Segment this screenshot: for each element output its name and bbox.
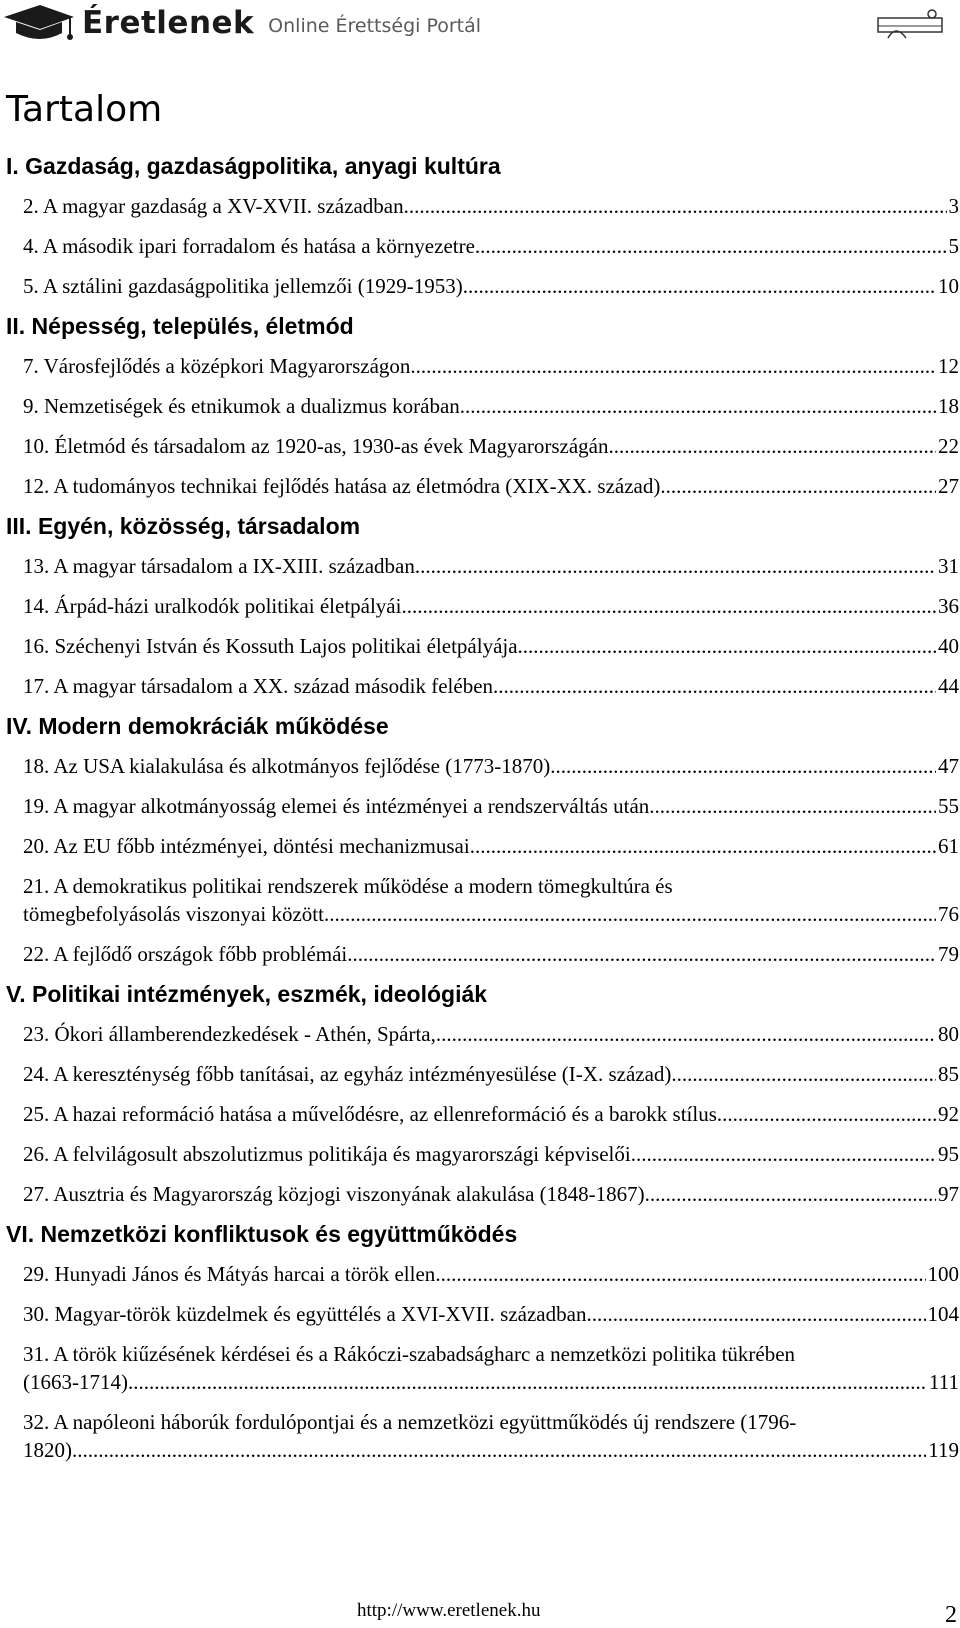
toc-leader-dots <box>645 1180 936 1208</box>
toc-page-number: 80 <box>938 1022 959 1046</box>
selfan-logo-icon <box>876 4 946 44</box>
toc-leader-dots <box>470 832 936 860</box>
toc-leader-dots <box>475 232 947 260</box>
toc-entry[interactable] <box>23 1436 959 1464</box>
toc-entry-text-line1[interactable]: 31. A török kiűzésének kérdései és a Rákóczi-szabadságharc a nemzetközi politika tükrében <box>23 1342 796 1366</box>
toc-entry[interactable] <box>23 192 959 220</box>
toc-leader-dots <box>493 672 936 700</box>
toc-leader-dots <box>72 1436 926 1464</box>
toc-entry-text: 1820) <box>23 1438 72 1462</box>
toc-entry-text: (1663-1714) <box>23 1370 128 1394</box>
toc-page-number: 92 <box>938 1102 959 1126</box>
toc-page-number: 119 <box>928 1438 959 1462</box>
toc-page-number: 44 <box>938 674 959 698</box>
toc-leader-dots <box>436 1020 936 1048</box>
toc-page-number: 31 <box>938 554 959 578</box>
toc-leader-dots <box>550 752 936 780</box>
toc-entry-text: 13. A magyar társadalom a IX-XIII. században <box>23 554 415 578</box>
toc-entry[interactable] <box>23 1060 959 1088</box>
toc-leader-dots <box>324 900 936 928</box>
toc-entry-text: 16. Széchenyi István és Kossuth Lajos politikai életpályája <box>23 634 518 658</box>
toc-entry-text-line1[interactable]: 32. A napóleoni háborúk fordulópontjai és a nemzetközi együttműködés új rendszere (1796- <box>23 1410 797 1434</box>
toc-leader-dots <box>460 392 936 420</box>
toc-page-number: 111 <box>929 1370 959 1394</box>
toc-leader-dots <box>401 592 936 620</box>
toc-entry-text: 27. Ausztria és Magyarország közjogi viszonyának alakulása (1848-1867) <box>23 1182 645 1206</box>
toc-leader-dots <box>608 432 936 460</box>
toc-entry[interactable] <box>23 940 959 968</box>
toc-leader-dots <box>410 352 936 380</box>
toc-entry-text: 2. A magyar gazdaság a XV-XVII. században <box>23 194 404 218</box>
toc-entry-text: 25. A hazai reformáció hatása a művelődésre, az ellenreformáció és a barokk stílus <box>23 1102 717 1126</box>
toc-entry-text: 4. A második ipari forradalom és hatása a környezetre <box>23 234 475 258</box>
brand-name: Éretlenek <box>82 5 255 41</box>
toc-entry[interactable] <box>23 1100 959 1128</box>
toc-leader-dots <box>415 552 936 580</box>
site-logo[interactable] <box>0 0 481 46</box>
toc-entry-text: 7. Városfejlődés a középkori Magyarországon <box>23 354 411 378</box>
toc-entry-text: 9. Nemzetiségek és etnikumok a dualizmus korában <box>23 394 460 418</box>
page-title: Tartalom <box>6 89 163 130</box>
toc-entry-text: 29. Hunyadi János és Mátyás harcai a török ellen <box>23 1262 436 1286</box>
toc-leader-dots <box>518 632 936 660</box>
toc-entry-text: 26. A felvilágosult abszolutizmus politikája és magyarországi képviselői <box>23 1142 631 1166</box>
toc-page-number: 10 <box>938 274 959 298</box>
toc-page-number: 95 <box>938 1142 959 1166</box>
toc-page-number: 27 <box>938 474 959 498</box>
toc-entry-text: 10. Életmód és társadalom az 1920-as, 1930-as évek Magyarországán <box>23 434 609 458</box>
toc-entry[interactable] <box>23 232 959 260</box>
toc-entry[interactable] <box>23 392 959 420</box>
toc-page-number: 79 <box>938 942 959 966</box>
toc-page-number: 18 <box>938 394 959 418</box>
toc-entry[interactable] <box>23 832 959 860</box>
toc-leader-dots <box>671 1060 936 1088</box>
toc-page-number: 104 <box>927 1302 959 1326</box>
toc-leader-dots <box>660 472 936 500</box>
toc-section-heading[interactable]: I. Gazdaság, gazdaságpolitika, anyagi kultúra <box>6 153 501 179</box>
toc-entry[interactable] <box>23 552 959 580</box>
toc-section-heading[interactable]: III. Egyén, közösség, társadalom <box>6 513 361 539</box>
toc-page-number: 97 <box>938 1182 959 1206</box>
toc-entry[interactable] <box>23 352 959 380</box>
toc-entry-text: 24. A kereszténység főbb tanításai, az egyház intézményesülése (I-X. század) <box>23 1062 672 1086</box>
toc-entry-text: 5. A sztálini gazdaságpolitika jellemzői (1929-1953) <box>23 274 463 298</box>
toc-entry-text: 14. Árpád-házi uralkodók politikai életpályái <box>23 594 402 618</box>
toc-page-number: 85 <box>938 1062 959 1086</box>
toc-leader-dots <box>347 940 936 968</box>
toc-entry-text: 20. Az EU főbb intézményei, döntési mechanizmusai <box>23 834 470 858</box>
toc-section-heading[interactable]: II. Népesség, település, életmód <box>6 313 354 339</box>
toc-entry-text: 22. A fejlődő országok főbb problémái <box>23 942 348 966</box>
toc-entry-text: 30. Magyar-török küzdelmek és együttélés a XVI-XVII. században <box>23 1302 587 1326</box>
toc-entry[interactable] <box>23 900 959 928</box>
toc-entry[interactable] <box>23 1260 959 1288</box>
toc-page-number: 22 <box>938 434 959 458</box>
toc-entry[interactable] <box>23 272 959 300</box>
toc-leader-dots <box>435 1260 925 1288</box>
toc-entry[interactable] <box>23 752 959 780</box>
toc-entry[interactable] <box>23 1368 959 1396</box>
toc-page-number: 47 <box>938 754 959 778</box>
toc-page-number: 61 <box>938 834 959 858</box>
toc-leader-dots <box>128 1368 927 1396</box>
toc-entry-text-line1[interactable]: 21. A demokratikus politikai rendszerek működése a modern tömegkultúra és <box>23 874 673 898</box>
toc-entry[interactable] <box>23 592 959 620</box>
toc-section-heading[interactable]: VI. Nemzetközi konfliktusok és együttműködés <box>6 1221 518 1247</box>
toc-leader-dots <box>463 272 936 300</box>
toc-page-number: 36 <box>938 594 959 618</box>
toc-leader-dots <box>649 792 936 820</box>
brand-tagline: Online Érettségi Portál <box>268 15 482 37</box>
toc-page-number: 76 <box>938 902 959 926</box>
toc-entry[interactable] <box>23 1180 959 1208</box>
toc-entry[interactable] <box>23 472 959 500</box>
toc-entry[interactable] <box>23 1140 959 1168</box>
toc-entry-text: 18. Az USA kialakulása és alkotmányos fejlődése (1773-1870) <box>23 754 551 778</box>
toc-page-number: 55 <box>938 794 959 818</box>
toc-page-number: 5 <box>948 234 959 258</box>
toc-entry[interactable] <box>23 1300 959 1328</box>
toc-entry-text: tömegbefolyásolás viszonyai között <box>23 902 324 926</box>
toc-page-number: 100 <box>927 1262 959 1286</box>
toc-entry[interactable] <box>23 1020 959 1048</box>
toc-leader-dots <box>717 1100 936 1128</box>
footer-url[interactable]: http://www.eretlenek.hu <box>357 1600 541 1621</box>
toc-entry-text: 12. A tudományos technikai fejlődés hatása az életmódra (XIX-XX. század) <box>23 474 661 498</box>
toc-section-heading[interactable]: V. Politikai intézmények, eszmék, ideológiák <box>6 981 488 1007</box>
toc-entry[interactable] <box>23 792 959 820</box>
toc-entry[interactable] <box>23 632 959 660</box>
page-header <box>0 0 960 56</box>
graduation-cap-icon <box>0 1 76 45</box>
toc-entry-text: 17. A magyar társadalom a XX. század második felében <box>23 674 494 698</box>
toc-entry-text: 23. Ókori államberendezkedések - Athén, Spárta, <box>23 1022 436 1046</box>
toc-page-number: 3 <box>948 194 959 218</box>
toc-page-number: 12 <box>938 354 959 378</box>
toc-page-number: 40 <box>938 634 959 658</box>
page-number: 2 <box>945 1602 957 1628</box>
toc-section-heading[interactable]: IV. Modern demokráciák működése <box>6 713 389 739</box>
toc-entry[interactable] <box>23 672 959 700</box>
toc-entry-text: 19. A magyar alkotmányosság elemei és intézményei a rendszerváltás után <box>23 794 650 818</box>
toc-leader-dots <box>631 1140 936 1168</box>
toc-entry[interactable] <box>23 432 959 460</box>
toc-leader-dots <box>404 192 947 220</box>
toc-leader-dots <box>586 1300 925 1328</box>
